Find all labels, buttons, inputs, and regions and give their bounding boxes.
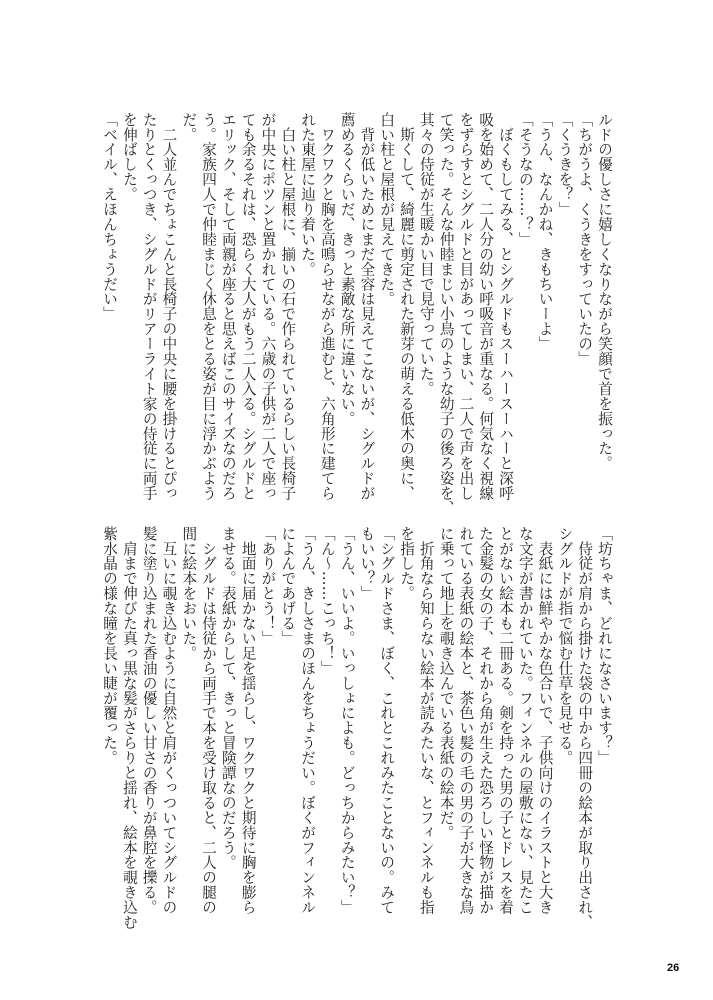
text-line: 「うん、いいよ。いっしょによも。どっちからみたい？」 xyxy=(338,526,356,915)
text-line: て笑った。そんな仲睦まじい小鳥のような幼子の後ろ姿を、 xyxy=(437,112,455,516)
text-line: 髪に塗り込まれた香油の優しい甘さの香りが鼻腔を擽る。 xyxy=(140,526,158,915)
text-line: 「シグルドさま、ぼく、これとこれみたことないの。みて xyxy=(378,526,396,915)
text-line: 「ベイル、えほんちょうだい」 xyxy=(101,112,119,322)
text-line: 薦めるくらいだ、きっと素敵な所に違いない。 xyxy=(338,112,356,426)
text-line: だ。 xyxy=(180,112,198,142)
text-line: をずらすとシグルドと目があってしまい、二人で声を出し xyxy=(457,112,475,501)
text-line: シグルドが指で悩む仕草を見せる。 xyxy=(556,526,574,766)
page-number: 26 xyxy=(667,962,680,974)
text-line: 「そうなの……？」 xyxy=(516,112,534,247)
text-line: とがない絵本も二冊ある。剣を持った男の子とドレスを着 xyxy=(497,526,515,915)
text-line: 背が低いためにまだ全容は見えてこないが、シグルドが xyxy=(358,112,376,501)
text-line: もいい？」 xyxy=(358,526,376,601)
text-line: 侍従が肩から掛けた袋の中から四冊の絵本が取り出され、 xyxy=(576,526,594,930)
text-line: 斯くして、綺麗に剪定された新芽の萌える低木の奥に、 xyxy=(398,112,416,501)
text-line: な文字が書かれていた。フィンネルの屋敷にない、見たこ xyxy=(516,526,534,915)
text-line: 「ありがとう！」 xyxy=(259,526,277,646)
text-line: ルドの優しさに嬉しくなりながら笑顔で首を振った。 xyxy=(596,112,613,471)
text-line: 肩まで伸びた真っ黒な髪がさらりと揺れ、絵本を覗き込む xyxy=(120,526,138,930)
text-line: が中央にポツンと置かれている。六歳の子供が二人で座っ xyxy=(259,112,277,501)
text-line: 「坊ちゃま、どれになさいます？」 xyxy=(596,526,613,766)
text-line: ワクワクと胸を高鳴らせながら進むと、六角形に建てら xyxy=(318,112,336,501)
text-line: エリック、そして両親が座ると思えばこのサイズなのだろ xyxy=(219,112,237,501)
text-line: ぼくもしてみる、とシグルドもスーハースーハーと深呼 xyxy=(497,112,515,501)
text-line: 紫水晶の様な瞳を長い睫が覆った。 xyxy=(101,526,119,766)
text-line: 「ん〜……こっち！」 xyxy=(318,526,336,676)
text-line: によんであげる」 xyxy=(279,526,297,646)
text-line: たりとくっつき、シグルドがリアーライト家の侍従に両手 xyxy=(140,112,158,501)
text-line: 地面に届かない足を揺らし、ワクワクと期待に胸を膨ら xyxy=(239,526,257,915)
text-line: 表紙には鮮やかな色合いで、子供向けのイラストと大き xyxy=(536,526,554,915)
text-block-top xyxy=(98,112,614,516)
text-line: 「うん、きしさまのほんをちょうだい。ぼくがフィンネル xyxy=(299,526,317,915)
text-line: 互いに覗き込むように自然と肩がくっついてシグルドの xyxy=(160,526,178,915)
text-line: 白い柱と屋根に、揃いの石で作られているらしい長椅子 xyxy=(279,112,297,501)
text-line: た金髪の女の子、それから角が生えた恐ろしい怪物が描か xyxy=(477,526,495,915)
text-line: れている表紙の絵本と、茶色い髪の毛の男の子が大きな鳥 xyxy=(457,526,475,915)
text-line: ても余るそれは、恐らく大人がもう二人入る。シグルドと xyxy=(239,112,257,501)
text-line: 間に絵本をおいた。 xyxy=(180,526,198,661)
text-line: れた東屋に辿り着いた。 xyxy=(299,112,317,277)
text-line: に乗って地上を覗き込んでいる表紙の絵本だ。 xyxy=(437,526,455,840)
text-line: ませる。表紙からして、きっと冒険譚なのだろう。 xyxy=(219,526,237,870)
text-line: 「ちがうよ、くうきをすっていたの」 xyxy=(576,112,594,367)
text-line: 「うん、なんかね、きもちいーよ」 xyxy=(536,112,554,352)
text-line: シグルドは侍従から両手で本を受け取ると、二人の腿の xyxy=(200,526,218,915)
text-line: 折角なら知らない絵本が読みたいな、とフィンネルも指 xyxy=(417,526,435,915)
text-line: う。家族四人で仲睦まじく休息をとる姿が目に浮かぶよう xyxy=(200,112,218,501)
text-line: 「くうきを？」 xyxy=(556,112,574,217)
text-line: 吸を始めて、二人分の幼い呼吸音が重なる。何気なく視線 xyxy=(477,112,495,501)
text-line: を伸ばした。 xyxy=(120,112,138,202)
text-block-bottom xyxy=(90,526,614,930)
text-line: を指した。 xyxy=(398,526,416,601)
text-line: 白い柱と屋根が見えてきた。 xyxy=(378,112,396,307)
text-line: 其々の侍従が生暖かい目で見守っていた。 xyxy=(417,112,435,397)
text-line: 二人並んでちょこんと長椅子の中央に腰を掛けるとぴっ xyxy=(160,112,178,501)
